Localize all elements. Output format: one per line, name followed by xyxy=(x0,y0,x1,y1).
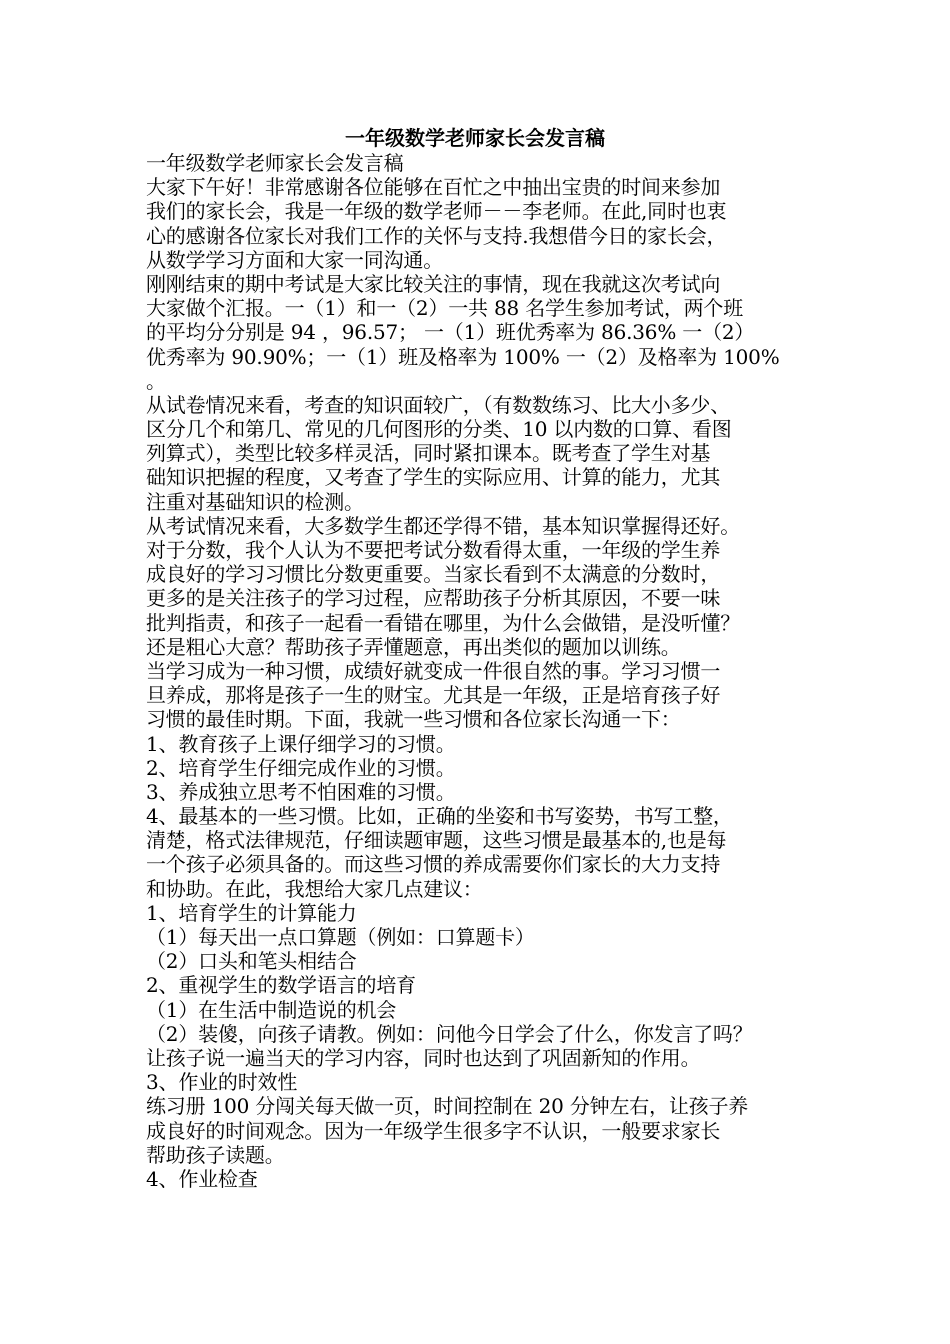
text-line: 我们的家长会，我是一年级的数学老师－－李老师。在此,同时也衷 xyxy=(146,199,727,224)
text-line: 心的感谢各位家长对我们工作的关怀与支持.我想借今日的家长会， xyxy=(146,223,727,248)
text-line: 注重对基础知识的检测。 xyxy=(146,489,364,514)
text-line: 批判指责，和孩子一起看一看错在哪里，为什么会做错，是没听懂？ xyxy=(146,610,740,635)
text-line: 刚刚结束的期中考试是大家比较关注的事情，现在我就这次考试向 xyxy=(146,271,721,296)
text-line: 2、重视学生的数学语言的培育 xyxy=(146,973,416,998)
text-line: 清楚，格式法律规范，仔细读题审题，这些习惯是最基本的,也是每 xyxy=(146,828,727,853)
text-line: 对于分数，我个人认为不要把考试分数看得太重，一年级的学生养 xyxy=(146,538,721,562)
text-line: 4、最基本的一些习惯。比如，正确的坐姿和书写姿势，书写工整， xyxy=(146,804,733,829)
text-line: 成良好的学习习惯比分数更重要。当家长看到不太满意的分数时， xyxy=(146,562,721,587)
text-line: （1）每天出一点口算题（例如：口算题卡） xyxy=(146,925,535,949)
text-line: 习惯的最佳时期。下面，我就一些习惯和各位家长沟通一下： xyxy=(146,707,681,732)
text-line: 列算式），类型比较多样灵活，同时紧扣课本。既考查了学生对基 xyxy=(146,441,711,466)
text-line: 区分几个和第几、常见的几何图形的分类、10 以内数的口算、看图 xyxy=(146,417,732,442)
document-body xyxy=(146,151,818,1191)
text-line: 让孩子说一遍当天的学习内容，同时也达到了巩固新知的作用。 xyxy=(146,1045,701,1070)
text-line: 成良好的时间观念。因为一年级学生很多字不认识，一般要求家长 xyxy=(146,1118,721,1143)
text-line: 础知识把握的程度，又考查了学生的实际应用、计算的能力，尤其 xyxy=(146,465,721,490)
text-line: 一年级数学老师家长会发言稿 xyxy=(146,151,404,175)
text-line: 帮助孩子读题。 xyxy=(146,1142,285,1167)
text-line: 一个孩子必须具备的。而这些习惯的养成需要你们家长的大力支持 xyxy=(146,852,721,877)
text-line: 大家做个汇报。一（1）和一（2）一共 88 名学生参加考试，两个班 xyxy=(146,296,744,321)
text-line: 的平均分分别是 94 ，96.57； 一（1）班优秀率为 86.36% 一（2） xyxy=(146,320,755,345)
text-line: 。 xyxy=(146,368,166,393)
text-line: 和协助。在此，我想给大家几点建议： xyxy=(146,876,483,901)
text-line: 还是粗心大意？帮助孩子弄懂题意，再出类似的题加以训练。 xyxy=(146,634,681,659)
text-line: 3、作业的时效性 xyxy=(146,1070,298,1095)
text-line: 从试卷情况来看，考查的知识面较广，（有数数练习、比大小多少、 xyxy=(146,392,730,417)
text-line: （1）在生活中制造说的机会 xyxy=(146,997,397,1022)
text-line: 当学习成为一种习惯，成绩好就变成一件很自然的事。学习习惯一 xyxy=(146,658,721,683)
text-line: 1、教育孩子上课仔细学习的习惯。 xyxy=(146,731,456,756)
text-line: 旦养成，那将是孩子一生的财宝。尤其是一年级，正是培育孩子好 xyxy=(146,683,721,708)
text-line: 4、作业检查 xyxy=(146,1166,258,1191)
text-line: 练习册 100 分闯关每天做一页，时间控制在 20 分钟左右，让孩子养 xyxy=(146,1094,749,1119)
text-line: 优秀率为 90.90%；一（1）班及格率为 100% 一（2）及格率为 100% xyxy=(146,344,780,369)
text-line: 更多的是关注孩子的学习过程，应帮助孩子分析其原因，不要一味 xyxy=(146,586,721,611)
text-line: 从数学学习方面和大家一同沟通。 xyxy=(146,247,443,272)
text-line: （2）装傻，向孩子请教。例如：问他今日学会了什么，你发言了吗？ xyxy=(146,1021,753,1046)
text-line: 1、培育学生的计算能力 xyxy=(146,900,357,925)
text-line: 从考试情况来看，大多数学生都还学得不错，基本知识掌握得还好。 xyxy=(146,513,740,538)
text-line: （2）口头和笔头相结合 xyxy=(146,949,357,974)
text-line: 3、养成独立思考不怕困难的习惯。 xyxy=(146,779,456,804)
text-line: 大家下午好！非常感谢各位能够在百忙之中抽出宝贵的时间来参加 xyxy=(146,175,721,200)
text-line: 2、培育学生仔细完成作业的习惯。 xyxy=(146,755,456,780)
document-title: 一年级数学老师家长会发言稿 xyxy=(345,126,605,150)
